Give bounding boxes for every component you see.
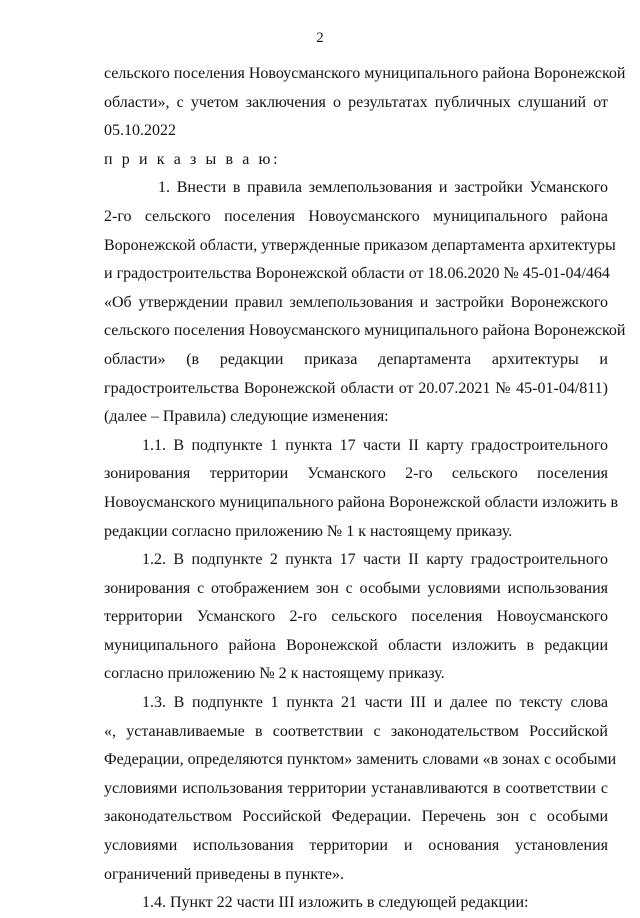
text-line: 1.2. В подпункте 2 пункта 17 части II карту градостроительного bbox=[142, 551, 608, 569]
text-line: 1. Внести в правила землепользования и застройки Усманского bbox=[158, 179, 608, 197]
text-line: 1.4. Пункт 22 части III изложить в следующей редакции: bbox=[142, 894, 529, 912]
text-line: сельского поселения Новоусманского муниципального района Воронежской bbox=[104, 322, 626, 340]
text-line: 1.3. В подпункте 1 пункта 21 части III и далее по тексту слова bbox=[142, 694, 608, 712]
text-line: области», с учетом заключения о результатах публичных слушаний от bbox=[104, 93, 608, 111]
text-line: зонирования с отображением зон с особыми условиями использования bbox=[104, 579, 608, 597]
text-line: территории Усманского 2-го сельского поселения Новоусманского bbox=[104, 608, 608, 626]
document-body bbox=[104, 60, 626, 918]
text-line: согласно приложению № 2 к настоящему приказу. bbox=[104, 665, 445, 683]
text-line: 05.10.2022 bbox=[104, 122, 176, 140]
text-line: и градостроительства Воронежской области от 18.06.2020 № 45-01-04/464 bbox=[104, 265, 610, 283]
text-line: зонирования территории Усманского 2-го сельского поселения bbox=[104, 465, 608, 483]
text-line: законодательством Российской Федерации. Перечень зон с особыми bbox=[104, 808, 608, 826]
text-line: 2-го сельского поселения Новоусманского муниципального района bbox=[104, 207, 608, 225]
text-line: «, устанавливаемые в соответствии с законодательством Российской bbox=[104, 722, 608, 740]
text-line: области» (в редакции приказа департамента архитектуры и bbox=[104, 350, 608, 368]
page-number: 2 bbox=[316, 30, 324, 46]
order-heading: п р и к а з ы в а ю: bbox=[104, 150, 281, 168]
text-line: Воронежской области, утвержденные приказом департамента архитектуры bbox=[104, 236, 616, 254]
text-line: градостроительства Воронежской области от 20.07.2021 № 45-01-04/811) bbox=[104, 379, 608, 397]
text-line: условиями использования территории устанавливаются в соответствии с bbox=[104, 779, 608, 797]
text-line: ограничений приведены в пункте». bbox=[104, 865, 344, 883]
text-line: «Об утверждении правил землепользования и застройки Воронежского bbox=[104, 293, 608, 311]
text-line: Новоусманского муниципального района Воронежской области изложить в bbox=[104, 493, 619, 511]
text-line: Федерации, определяются пунктом» заменить словами «в зонах с особыми bbox=[104, 751, 617, 769]
text-line: условиями использования территории и основания установления bbox=[104, 837, 608, 855]
text-line: сельского поселения Новоусманского муниципального района Воронежской bbox=[104, 65, 626, 82]
text-line: (далее – Правила) следующие изменения: bbox=[104, 408, 389, 426]
text-line: редакции согласно приложению № 1 к настоящему приказу. bbox=[104, 522, 513, 540]
text-line: 1.1. В подпункте 1 пункта 17 части II карту градостроительного bbox=[142, 436, 608, 454]
text-line: муниципального района Воронежской области изложить в редакции bbox=[104, 636, 608, 654]
